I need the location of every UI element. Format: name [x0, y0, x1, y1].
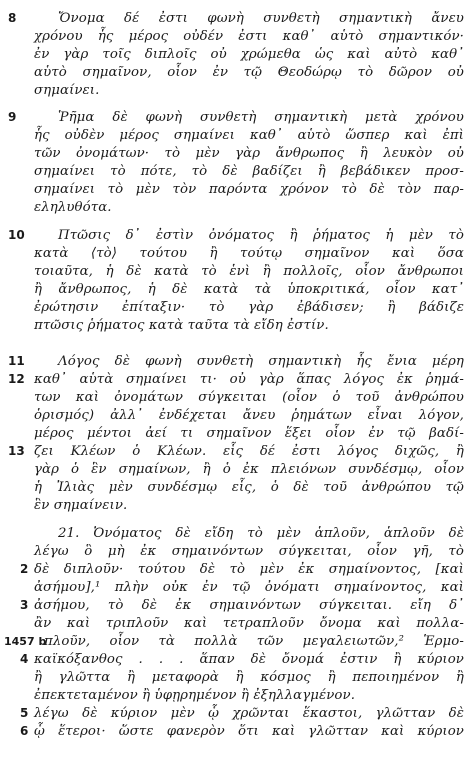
text-line: ἢ ἄνθρωπος, ἡ δὲ κατὰ τὰ ὑποκριτικά, οἷον κατ᾽ [34, 282, 464, 297]
text-line: δὲ διπλοῦν· τούτου δὲ τὸ μὲν ἐκ σημαίνοντος, [καὶ [34, 562, 464, 577]
text-line: πλοῦν, οἷον τὰ πολλὰ τῶν μεγαλειωτῶν,² Ἑρμο- [44, 634, 464, 649]
text-line: τοιαῦτα, ἡ δὲ κατὰ τὸ ἑνὶ ἢ πολλοῖς, οἷον ἄνθρωποι [34, 264, 464, 279]
text-line: εληλυθότα. [34, 200, 112, 215]
text-line: των καὶ ὀνομάτων σύγκειται (οἷον ὁ τοῦ ἀνθρώπου [34, 390, 464, 405]
text-line: μέρος μέντοι ἀεί τι σημαῖνον ἕξει οἷον ἐν τῷ βαδί- [34, 426, 464, 441]
text-line: ἂν καὶ τριπλοῦν καὶ τετραπλοῦν ὄνομα καὶ πολλα- [34, 616, 464, 631]
text-line: ἧς οὐδὲν μέρος σημαίνει καθ᾽ αὑτὸ ὥσπερ καὶ ἐπὶ [34, 128, 464, 143]
text-line: ἓν σημαίνειν. [34, 498, 128, 513]
text-line: ἀσήμου, τὸ δὲ ἐκ σημαινόντων σύγκειται. εἴη δ᾽ [34, 598, 464, 613]
text-line: σημαίνει τὸ πότε, τὸ δὲ βαδίζει ἢ βεβάδικεν προσ- [34, 164, 464, 179]
text-line: πτῶσις ῥήματος κατὰ ταῦτα τὰ εἴδη ἐστίν. [34, 318, 329, 333]
text-line: ζει Κλέων ὁ Κλέων. εἷς δέ ἐστι λόγος διχῶς, ἢ [34, 444, 464, 459]
text-line: Πτῶσις δ᾽ ἐστὶν ὀνόματος ἢ ῥήματος ἡ μὲν τὸ [58, 228, 464, 243]
line-number: 3 [20, 598, 29, 612]
text-line: σημαίνει. [34, 83, 100, 98]
section-number: 13 [8, 444, 25, 458]
text-line: σημαίνει τὸ μὲν τὸν παρόντα χρόνον τὸ δὲ τὸν παρ- [34, 182, 464, 197]
text-line: λέγω δὲ κύριον μὲν ᾧ χρῶνται ἕκαστοι, γλῶτταν δὲ [34, 706, 464, 721]
text-line: Ὄνομα δέ ἐστι φωνὴ συνθετὴ σημαντικὴ ἄνευ [58, 11, 464, 26]
text-line: χρόνου ἧς μέρος οὐδέν ἐστι καθ᾽ αὑτὸ σημαντικόν· [34, 29, 464, 44]
line-number: 2 [20, 562, 29, 576]
text-line: ἀσήμου],¹ πλὴν οὐκ ἐν τῷ ὀνόματι σημαίνοντος, καὶ [34, 580, 464, 595]
section-number: 9 [8, 110, 17, 124]
text-line: ἐρώτησιν ἐπίταξιν· τὸ γὰρ ἐβάδισεν; ἢ βάδιζε [34, 300, 464, 315]
text-line: ἐν γὰρ τοῖς διπλοῖς οὐ χρώμεθα ὡς καὶ αὐτὸ καθ᾽ [34, 47, 464, 62]
section-number: 10 [8, 228, 25, 242]
text-line: ὁρισμός) ἀλλ᾽ ἐνδέχεται ἄνευ ῥημάτων εἶναι λόγον, [34, 408, 464, 423]
section-number: 8 [8, 11, 17, 25]
text-line: Λόγος δὲ φωνὴ συνθετὴ σημαντικὴ ἧς ἔνια μέρη [58, 354, 464, 369]
text-line: Ῥῆμα δὲ φωνὴ συνθετὴ σημαντικὴ μετὰ χρόνου [58, 110, 464, 125]
line-number: 6 [20, 724, 29, 738]
text-line: καϊκόξανθος . . . ἅπαν δὲ ὄνομά ἐστιν ἢ κύριον [34, 652, 464, 667]
section-number: 11 [8, 354, 25, 368]
section-number: 12 [8, 372, 25, 386]
text-line: καθ᾽ αὑτὰ σημαίνει τι· οὐ γὰρ ἅπας λόγος ἐκ ῥημά- [34, 372, 464, 387]
line-number: 5 [20, 706, 29, 720]
text-line: τῶν ὀνομάτων· τὸ μὲν γὰρ ἄνθρωπος ἢ λευκὸν οὐ [34, 146, 464, 161]
text-line: ᾧ ἕτεροι· ὥστε φανερὸν ὅτι καὶ γλῶτταν καὶ κύριον [34, 724, 464, 739]
text-line: ἡ Ἰλιὰς μὲν συνδέσμῳ εἷς, ὁ δὲ τοῦ ἀνθρώπου τῷ [34, 480, 464, 495]
text-line: αὑτὸ σημαῖνον, οἷον ἐν τῷ Θεοδώρῳ τὸ δῶρον οὐ [34, 65, 464, 80]
text-line: ἢ γλῶττα ἢ μεταφορὰ ἢ κόσμος ἢ πεποιημένον ἢ [34, 670, 464, 685]
text-line: ἐπεκτεταμένον ἢ ὑφῃρημένον ἢ ἐξηλλαγμένον. [34, 688, 356, 703]
text-line: λέγω ὃ μὴ ἐκ σημαινόντων σύγκειται, οἷον γῆ, τὸ [34, 544, 464, 559]
text-line: 21. Ὀνόματος δὲ εἴδη τὸ μὲν ἁπλοῦν, ἁπλοῦν δὲ [58, 526, 464, 541]
bekker-page-number: 1457 b [4, 635, 47, 648]
line-number: 4 [20, 652, 29, 666]
text-line: γὰρ ὁ ἓν σημαίνων, ἢ ὁ ἐκ πλειόνων συνδέσμῳ, οἷον [34, 462, 464, 477]
text-line: κατὰ ⟨τὸ⟩ τούτου ἢ τούτῳ σημαῖνον καὶ ὅσα [34, 246, 464, 261]
